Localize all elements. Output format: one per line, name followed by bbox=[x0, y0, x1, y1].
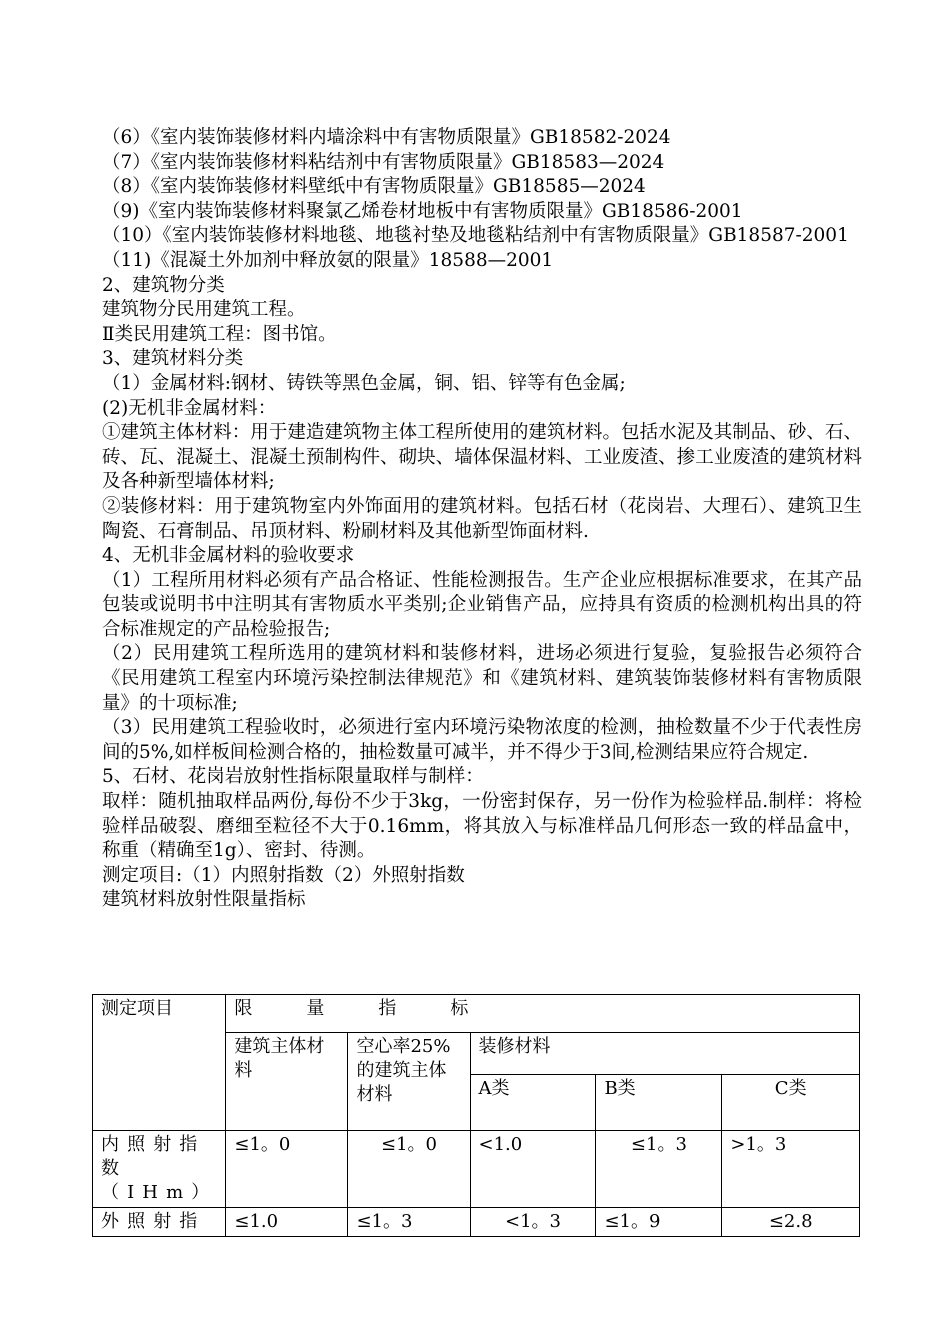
section-5-heading: 5、石材、花岗岩放射性指标限量取样与制样： bbox=[102, 766, 484, 788]
standard-line-8: （8）《室内装饰装修材料壁纸中有害物质限量》GB18585—2024 bbox=[102, 176, 646, 198]
cell-internal-c: >1。3 bbox=[722, 1131, 860, 1208]
cell-external-c: ≤2.8 bbox=[722, 1208, 860, 1237]
metal-materials-text: （1）金属材料:钢材、铸铁等黑色金属，铜、铝、锌等有色金属; bbox=[102, 372, 626, 394]
standard-line-7: （7）《室内装饰装修材料粘结剂中有害物质限量》GB18583—2024 bbox=[102, 151, 665, 173]
header-hollow-material: 空心率25%的建筑主体材料 bbox=[348, 1033, 470, 1131]
header-class-b: B类 bbox=[596, 1075, 722, 1131]
radioactivity-limit-table bbox=[92, 994, 860, 1237]
cell-internal-main: ≤1。0 bbox=[226, 1131, 348, 1208]
building-class-text: 建筑物分民用建筑工程。 bbox=[102, 299, 306, 321]
header-test-item: 测定项目 bbox=[93, 995, 226, 1131]
header-decoration-material: 装修材料 bbox=[470, 1033, 859, 1075]
section-3-heading: 3、建筑材料分类 bbox=[102, 348, 244, 370]
header-class-c: C类 bbox=[722, 1075, 860, 1131]
cell-external-a: <1。3 bbox=[470, 1208, 596, 1237]
cell-external-hollow: ≤1。3 bbox=[348, 1208, 470, 1237]
header-main-material: 建筑主体材料 bbox=[226, 1033, 348, 1131]
row-label-external: 外照射指 bbox=[93, 1208, 226, 1237]
cell-internal-hollow: ≤1。0 bbox=[348, 1131, 470, 1208]
header-class-a: A类 bbox=[470, 1075, 596, 1131]
cell-internal-b: ≤1。3 bbox=[596, 1131, 722, 1208]
standard-line-10: （10）《室内装饰装修材料地毯、地毯衬垫及地毯粘结剂中有害物质限量》GB18587-2001 bbox=[102, 225, 849, 247]
standard-line-6: （6）《室内装饰装修材料内墙涂料中有害物质限量》GB18582-2024 bbox=[102, 127, 671, 148]
main-materials-paragraph: ①建筑主体材料：用于建造建筑物主体工程所使用的建筑材料。包括水泥及其制品、砂、石、砖、瓦、混凝土、混凝土预制构件、砌块、墙体保温材料、工业废渣、掺工业废渣的建筑材料及各种新型墙体材料; bbox=[102, 422, 862, 493]
header-limit-indicators bbox=[226, 995, 860, 1033]
cell-internal-a: <1.0 bbox=[470, 1131, 596, 1208]
nonmetal-materials-heading: (2)无机非金属材料： bbox=[102, 397, 277, 419]
table-caption: 建筑材料放射性限量指标 bbox=[102, 889, 306, 911]
header-limit-text: 限 量 指 标 bbox=[234, 998, 469, 1019]
cell-external-b: ≤1。9 bbox=[596, 1208, 722, 1237]
section-4-heading: 4、无机非金属材料的验收要求 bbox=[102, 545, 355, 567]
test-items-text: 测定项目:（1）内照射指数（2）外照射指数 bbox=[102, 864, 465, 886]
section-2-heading: 2、建筑物分类 bbox=[102, 274, 225, 296]
table-row bbox=[93, 1131, 860, 1208]
row-label-internal: 内照射指数（IHm） bbox=[93, 1131, 226, 1208]
sampling-paragraph: 取样：随机抽取样品两份,每份不少于3kg，一份密封保存，另一份作为检验样品.制样：将检验样品破裂、磨细至粒径不大于0.16mm，将其放入与标准样品几何形态一致的样品盒中，称重（精确至1g）、密封、待测。 bbox=[102, 791, 862, 862]
acceptance-item-1: （1）工程所用材料必须有产品合格证、性能检测报告。生产企业应根据标准要求，在其产品包装或说明书中注明其有害物质水平类别;企业销售产品，应持具有资质的检测机构出具的符合标准规定的产品检验报告; bbox=[102, 569, 862, 640]
table-row bbox=[93, 1208, 860, 1237]
standard-line-9: （9)《室内装饰装修材料聚氯乙烯卷材地板中有害物质限量》GB18586-2001 bbox=[102, 200, 743, 222]
decoration-materials-paragraph: ②装修材料：用于建筑物室内外饰面用的建筑材料。包括石材（花岗岩、大理石）、建筑卫生陶瓷、石膏制品、吊顶材料、粉刷材料及其他新型饰面材料. bbox=[102, 495, 862, 542]
cell-external-main: ≤1.0 bbox=[226, 1208, 348, 1237]
document-body bbox=[102, 126, 862, 913]
acceptance-item-2: （2）民用建筑工程所选用的建筑材料和装修材料，进场必须进行复验，复验报告必须符合《民用建筑工程室内环境污染控制法律规范》和《建筑材料、建筑装饰装修材料有害物质限量》的十项标准; bbox=[102, 643, 862, 714]
acceptance-item-3: （3）民用建筑工程验收时，必须进行室内环境污染物浓度的检测，抽检数量不少于代表性房间的5%,如样板间检测合格的，抽检数量可减半，并不得少于3间,检测结果应符合规定. bbox=[102, 717, 862, 763]
standard-line-11: （11)《混凝土外加剂中释放氨的限量》18588—2001 bbox=[102, 249, 554, 271]
class-ii-text: Ⅱ类民用建筑工程：图书馆。 bbox=[102, 323, 337, 345]
